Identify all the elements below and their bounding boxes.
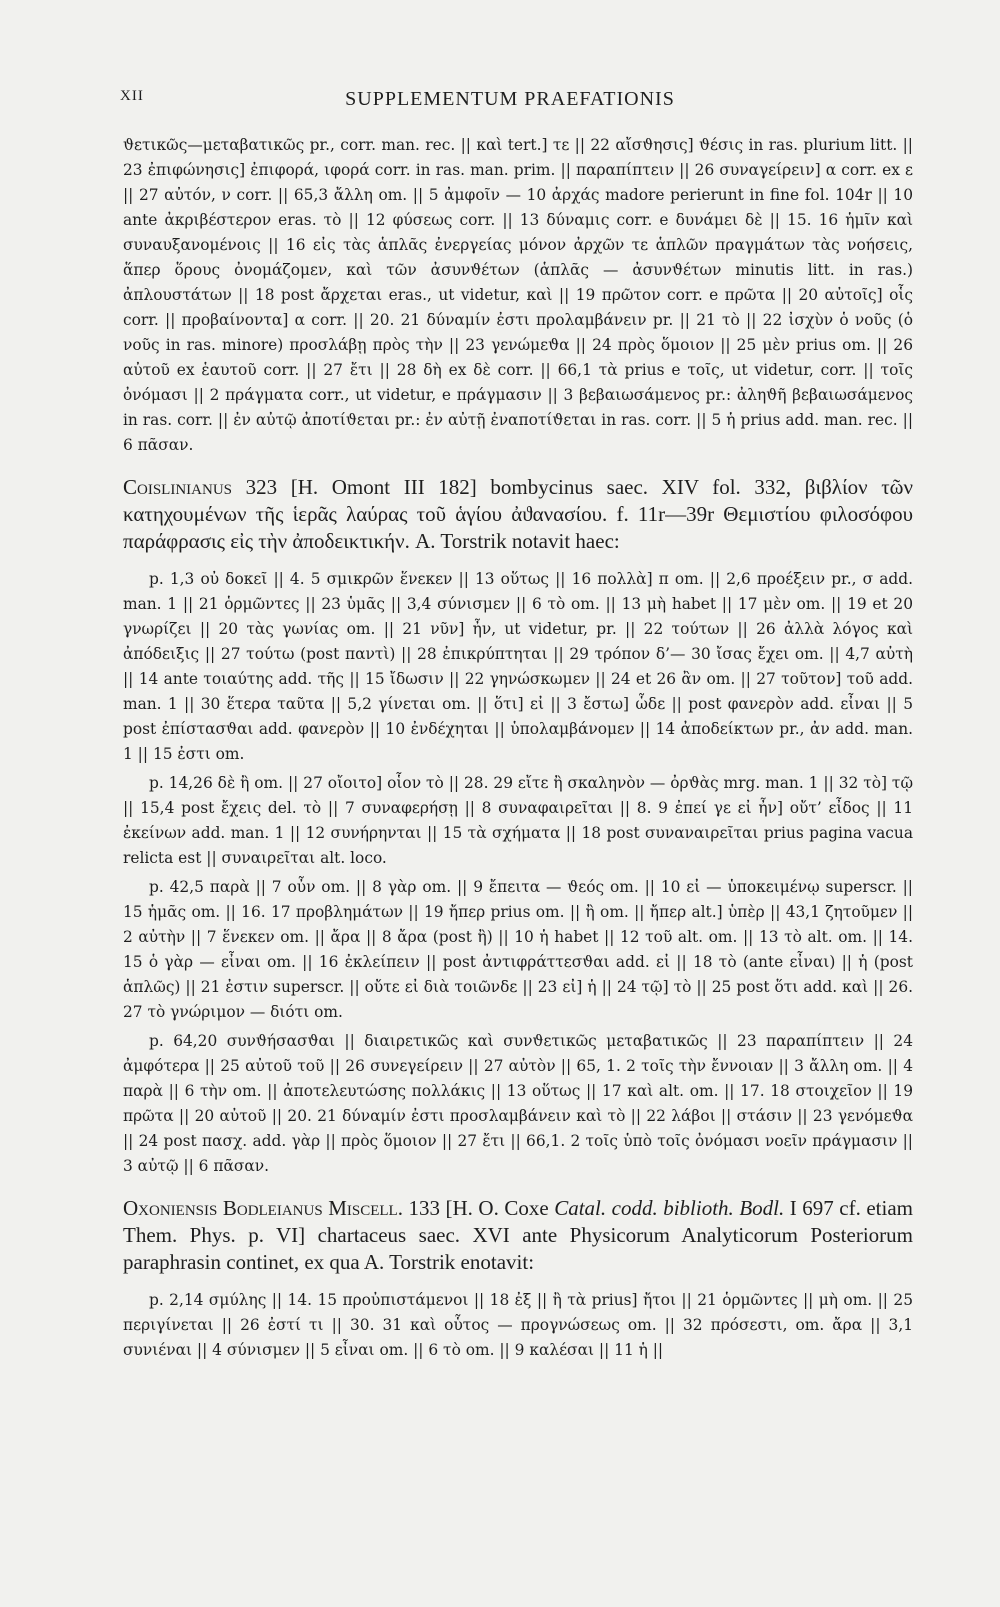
manuscript-description: 323 [H. Omont III 182] bombycinus saec. XIV fol. 332, βιβλίον τῶν κατηχουμένων τῆς ἱερᾶς λαύρας τοῦ ἁγίου ἀϑανασίου. f. 11r—39r Θεμιστίου φιλοσόφου παράφρασις εἰς τὴν ἀποδεικτικήν. A. Torstrik notavit haec:: [123, 475, 913, 553]
manuscript-name: Coislinianus: [123, 475, 233, 499]
manuscript-heading-coislinianus: [123, 474, 913, 555]
apparatus-paragraph: p. 2,14 σμύλης || 14. 15 προὐπιστάμενοι || 18 ἐξ || ἢ τὰ prius] ἤτοι || 21 ὁρμῶντες || μὴ om. || 25 περιγίνεται || 26 ἐστί τι || 30. 31 καὶ οὗτος — προγνώσεως om. || 32 πρόσεστι, om. ἄρα || 3,1 συνιέναι || 4 σύνισμεν || 5 εἶναι om. || 6 τὸ om. || 9 καλέσαι || 11 ἡ ||: [123, 1291, 913, 1359]
apparatus-paragraph: p. 42,5 παρὰ || 7 οὖν om. || 8 γὰρ om. || 9 ἔπειτα — ϑεός om. || 10 εἰ — ὑποκειμένῳ superscr. || 15 ἡμᾶς om. || 16. 17 προβλημάτων || 19 ἤπερ prius om. || ἢ om. || ἤπερ alt.] ὑπὲρ || 43,1 ζητοῦμεν || 2 αὐτὴν || 7 ἕνεκεν om. || ἄρα || 8 ἄρα (post ἢ) || 10 ἡ habet || 12 τοῦ alt. om. || 13 τὸ alt. om. || 14. 15 ὁ γὰρ — εἶναι om. || 16 ἐκλείπειν || post ἀντιφράττεσϑαι add. εἰ || 18 τὸ (ante εἶναι) || ἡ (post ἁπλῶς) || 21 ἐστιν superscr. || οὔτε εἰ διὰ τοιῶνδε || 23 εἰ] ἡ || 24 τῷ] τὸ || 25 post ὅτι add. καὶ || 26. 27 τὸ γνώριμον — διότι om.: [123, 878, 913, 1021]
manuscript-name: Oxoniensis Bodleianus Miscell.: [123, 1196, 403, 1220]
apparatus-paragraph: ϑετικῶς—μεταβατικῶς pr., corr. man. rec. || καὶ tert.] τε || 22 αἴσϑησις] ϑέσις in ras. plurium litt. || 23 ἐπιφώνησις] ἐπιφορά, ιφορά corr. in ras. man. prim. || παραπίπτειν || 26 συναγείρειν] α corr. ex ε || 27 αὐτόν, ν corr. || 65,3 ἄλλη om. || 5 ἀμφοῖν — 10 ἀρχάς madore perierunt in fine fol. 104r || 10 ante ἀκριβέστερον eras. τὸ || 12 φύσεως corr. || 13 δύναμις corr. e δυνάμει δὲ || 15. 16 ἡμῖν καὶ συναυξανομένοις || 16 εἰς τὰς ἁπλᾶς ἐνεργείας μόνον ἀρχῶν τε ἁπλῶν πραγμάτων τὰς νοήσεις, ἅπερ ὅρους ὀνομάζομεν, καὶ τῶν ἀσυνϑέτων (ἁπλᾶς — ἀσυνϑέτων minutis litt. in ras.) ἀπλουστάτων || 18 post ἄρχεται eras., ut videtur, καὶ || 19 πρῶτον corr. e πρῶτα || 20 αὐτοῖς] οἷς corr. || προβαίνοντα] α corr. || 20. 21 δύναμίν ἐστι προλαμβάνειν pr. || 21 τὸ || 22 ἰσχὺν ὁ νοῦς (ὁ νοῦς in ras. minore) προσλάβῃ πρὸς τὴν || 23 γενώμεϑα || 24 πρὸς ὅμοιον || 25 μὲν prius om. || 26 αὐτοῦ ex ἑαυτοῦ corr. || 27 ἔτι || 28 δὴ ex δὲ corr. || 66,1 τὰ prius e τοῖς, ut videtur, corr. || τοῖς ὀνόμασι || 2 πράγματα corr., ut videtur, e πράγμασιν || 3 βεβαιωσάμενος pr.: ἀληϑῆ βεβαιωσάμενος in ras. corr. || ἐν αὐτῷ ἀποτίϑεται pr.: ἐν αὐτῇ ἐναποτίϑεται in ras. corr. || 5 ἡ prius add. man. rec. || 6 πᾶσαν.: [123, 136, 913, 454]
page-body: [123, 133, 913, 1363]
running-head: [120, 88, 900, 118]
manuscript-description: 133 [H. O. Coxe: [402, 1196, 555, 1220]
apparatus-paragraph: p. 14,26 δὲ ἢ om. || 27 οἴοιτο] οἷον τὸ || 28. 29 εἴτε ἢ σκαληνὸν — ὀρϑὰς mrg. man. 1 || 32 τὸ] τῷ || 15,4 post ἔχεις del. τὸ || 7 συναφερήσῃ || 8 συναφαιρεῖται || 8. 9 ἐπεί γε εἰ ἦν] οὔτ’ εἶδος || 11 ἐκείνων add. man. 1 || 12 συνήρηνται || 15 τὰ σχήματα || 18 post συναναιρεῖται prius pagina vacua relicta est || συναιρεῖται alt. loco.: [123, 774, 913, 867]
catalogue-reference: Catal. codd. biblioth. Bodl.: [554, 1196, 785, 1220]
manuscript-description: I 697 cf. etiam Them. Phys. p. VI] chartaceus saec. XVI ante Physicorum Analyticorum Posteriorum paraphrasin continet, ex qua A. Torstrik enotavit:: [123, 1196, 913, 1274]
apparatus-paragraph: p. 64,20 συνϑήσασϑαι || διαιρετικῶς καὶ συνϑετικῶς μεταβατικῶς || 23 παραπίπτειν || 24 ἀμφότερα || 25 αὐτοῦ τοῦ || 26 συνεγείρειν || 27 αὐτὸν || 65, 1. 2 τοῖς τὴν ἔννοιαν || 3 ἄλλη om. || 4 παρὰ || 6 τὴν om. || ἀποτελευτώσης πολλάκις || 13 οὕτως || 17 καὶ alt. om. || 17. 18 στοιχεῖον || 19 πρῶτα || 20 αὐτοῦ || 20. 21 δύναμίν ἐστι προσλαμβάνειν καὶ τὸ || 22 λάβοι || στάσιν || 23 γενόμεϑα || 24 post πασχ. add. γὰρ || πρὸς ὅμοιον || 27 ἔτι || 66,1. 2 τοῖς ὑπὸ τοῖς ὀνόμασι νοεῖν πράγμασιν || 3 αὐτῷ || 6 πᾶσαν.: [123, 1032, 913, 1175]
manuscript-heading-oxoniensis: [123, 1195, 913, 1276]
running-title: SUPPLEMENTUM PRAEFATIONIS: [345, 88, 675, 110]
page-number: XII: [120, 88, 144, 104]
apparatus-paragraph: p. 1,3 οὐ δοκεῖ || 4. 5 σμικρῶν ἕνεκεν || 13 οὕτως || 16 πολλὰ] π om. || 2,6 προέξειν pr., σ add. man. 1 || 21 ὁρμῶντες || 23 ὑμᾶς || 3,4 σύνισμεν || 6 τὸ om. || 13 μὴ habet || 17 μὲν om. || 19 et 20 γνωρίζει || 20 τὰς γωνίας om. || 21 νῦν] ἦν, ut videtur, pr. || 22 τούτων || 26 ἀλλὰ λόγος καὶ ἀπόδειξις || 27 τούτω (post παντὶ) || 28 ἐπικρύπτηται || 29 τρόπον δ’— 30 ἴσας ἔχει om. || 4,7 αὐτὴ || 14 ante τοιαύτης add. τῆς || 15 ἴδωσιν || 22 γηνώσκωμεν || 24 et 26 ἂν om. || 27 τοῦτον] τοῦ add. man. 1 || 30 ἕτερα ταῦτα || 5,2 γίνεται om. || ὅτι] εἰ || 3 ἔστω] ὧδε || post φανερὸν add. εἶναι || 5 post ἐπίστασϑαι add. φανερὸν || 10 ἐνδέχηται || ὑπολαμβάνομεν || 14 ἀποδείκτων pr., ἀν add. man. 1 || 15 ἐστι om.: [123, 570, 913, 763]
